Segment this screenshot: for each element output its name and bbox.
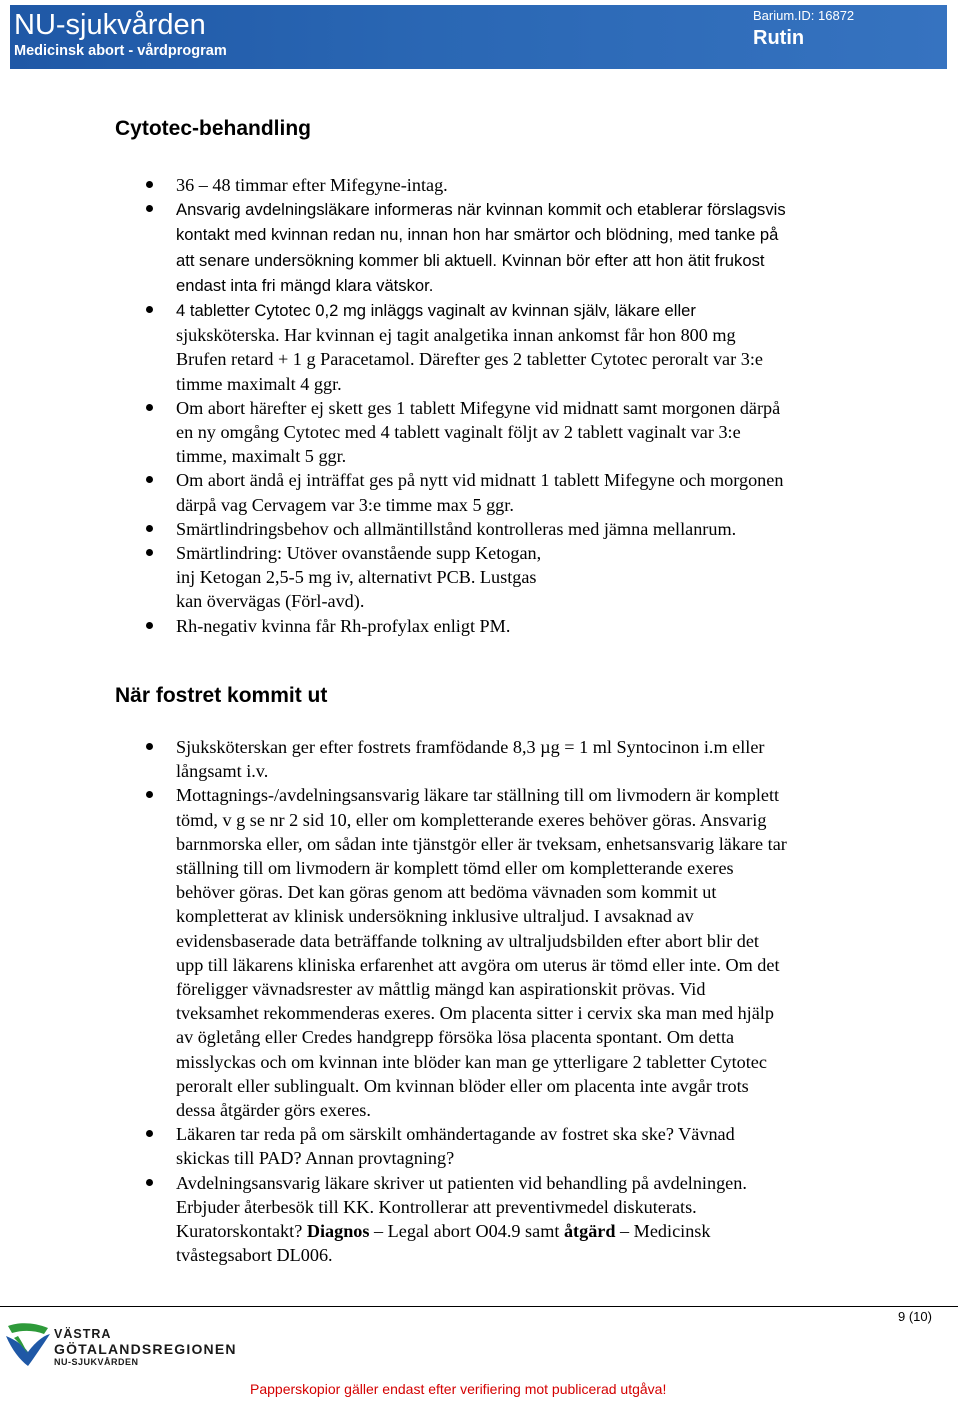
bullet-icon — [146, 791, 153, 798]
bullet-icon — [146, 1130, 153, 1137]
section-title-cytotec: Cytotec-behandling — [115, 117, 312, 140]
footer-divider — [0, 1306, 958, 1307]
disclaimer-text: Papperskopior gäller endast efter verifiering mot publicerad utgåva! — [250, 1381, 667, 1397]
list-item: Läkaren tar reda på om särskilt omhändertagande av fostret ska ske? Vävnad skickas till PAD? Annan provtagning? — [0, 1122, 960, 1170]
bullet-icon — [146, 622, 153, 629]
logo-line-3: NU-SJUKVÅRDEN — [54, 1357, 139, 1367]
bullet-icon — [146, 525, 153, 532]
page-number: 9 (10) — [898, 1309, 932, 1324]
bullet-icon — [146, 205, 153, 212]
list-item: Smärtlindring: Utöver ovanstående supp Ketogan, inj Ketogan 2,5-5 mg iv, alternativt PCB. Lustgas kan övervägas (Förl-avd). — [0, 541, 960, 614]
list-item: Om abort härefter ej skett ges 1 tablett Mifegyne vid midnatt samt morgonen därpå en ny omgång Cytotec med 4 tablett vaginalt följt av 2 tablett vaginalt var 3:e timme, maximalt 5 ggr. — [0, 396, 960, 469]
list-item: Smärtlindringsbehov och allmäntillstånd kontrolleras med jämna mellanrum. — [0, 517, 960, 541]
list-item: 4 tabletter Cytotec 0,2 mg inläggs vaginalt av kvinnan själv, läkare eller sjuksköterska. Har kvinnan ej tagit analgetika innan ankomst får hon 800 mg Brufen retard + 1 g Paracetamol. Därefter ges 2 tabletter Cytotec peroralt var 3:e timme maximalt 4 ggr. — [0, 298, 960, 396]
list-item: Om abort ändå ej inträffat ges på nytt vid midnatt 1 tablett Mifegyne och morgonen därpå vag Cervagem var 3:e timme max 5 ggr. — [0, 468, 960, 516]
section-title-fostret: När fostret kommit ut — [115, 684, 328, 707]
org-name: NU-sjukvården — [14, 9, 206, 41]
bullet-icon — [146, 549, 153, 556]
barium-id: Barium.ID: 16872 — [753, 8, 855, 23]
list-item: Rh-negativ kvinna får Rh-profylax enligt PM. — [0, 614, 960, 638]
bullet-icon — [146, 476, 153, 483]
list-item: Ansvarig avdelningsläkare informeras när kvinnan kommit och etablerar förslagsvis kontakt med kvinnan redan nu, innan hon har smärtor och blödning, med tanke på att senare undersökning kommer bli aktuell. Kvinnan bör efter att hon ätit frukost endast inta fri mängd klara vätskor. — [0, 197, 960, 298]
logo-line-1: VÄSTRA — [54, 1327, 112, 1341]
fostret-list — [0, 735, 960, 1267]
bullet-icon — [146, 743, 153, 750]
bullet-icon — [146, 181, 153, 188]
cytotec-list — [0, 173, 960, 638]
header-banner — [10, 5, 947, 69]
document-type: Rutin — [753, 27, 805, 49]
list-item: 36 – 48 timmar efter Mifegyne-intag. — [0, 173, 960, 197]
list-item: Mottagnings-/avdelningsansvarig läkare tar ställning till om livmodern är komplett tömd, v g se nr 2 sid 10, eller om kompletterande exeres behöver göras. Ansvarig barnmorska eller, om sådan inte tjänstgör eller är tveksam, enhetsansvarig läkare tar ställning till om livmodern är komplett tömd eller om kompletterande exeres behöver göras. Det kan göras genom att bedöma vävnaden som kommit ut kompletterat av klinisk undersökning inklusive ultraljud. I avsaknad av evidensbaserade data beträffande tolkning av ultraljudsbilden efter abort blir det upp till läkarens kliniska erfarenhet att avgöra om uterus är tömd eller inte. Om det föreligger vävnadsrester av måttlig mängd kan aspirationskit prövas. Vid tveksamhet rekommenderas exeres. Om placenta sitter i cervix ska man med hjälp av ögletång eller Credes handgrepp försöka lösa placenta spontant. Om detta misslyckas och om kvinnan inte blöder kan man ge ytterligare 2 tabletter Cytotec peroralt eller sublingualt. Om kvinnan blöder eller om placenta inte avgår trots dessa åtgärder görs exeres. — [0, 783, 960, 1122]
bullet-icon — [146, 306, 153, 313]
bullet-icon — [146, 404, 153, 411]
list-item: Sjuksköterskan ger efter fostrets framfödande 8,3 µg = 1 ml Syntocinon i.m eller långsamt i.v. — [0, 735, 960, 783]
document-subtitle: Medicinsk abort - vårdprogram — [14, 43, 227, 59]
logo-line-2: GÖTALANDSREGIONEN — [54, 1341, 237, 1357]
list-item: Avdelningsansvarig läkare skriver ut patienten vid behandling på avdelningen. Erbjuder återbesök till KK. Kontrollerar att preventivmedel diskuterats. Kuratorskontakt? Diagnos – Legal abort O04.9 samt åtgärd – Medicinsk tvåstegsabort DL006. — [0, 1171, 960, 1268]
bullet-icon — [146, 1179, 153, 1186]
